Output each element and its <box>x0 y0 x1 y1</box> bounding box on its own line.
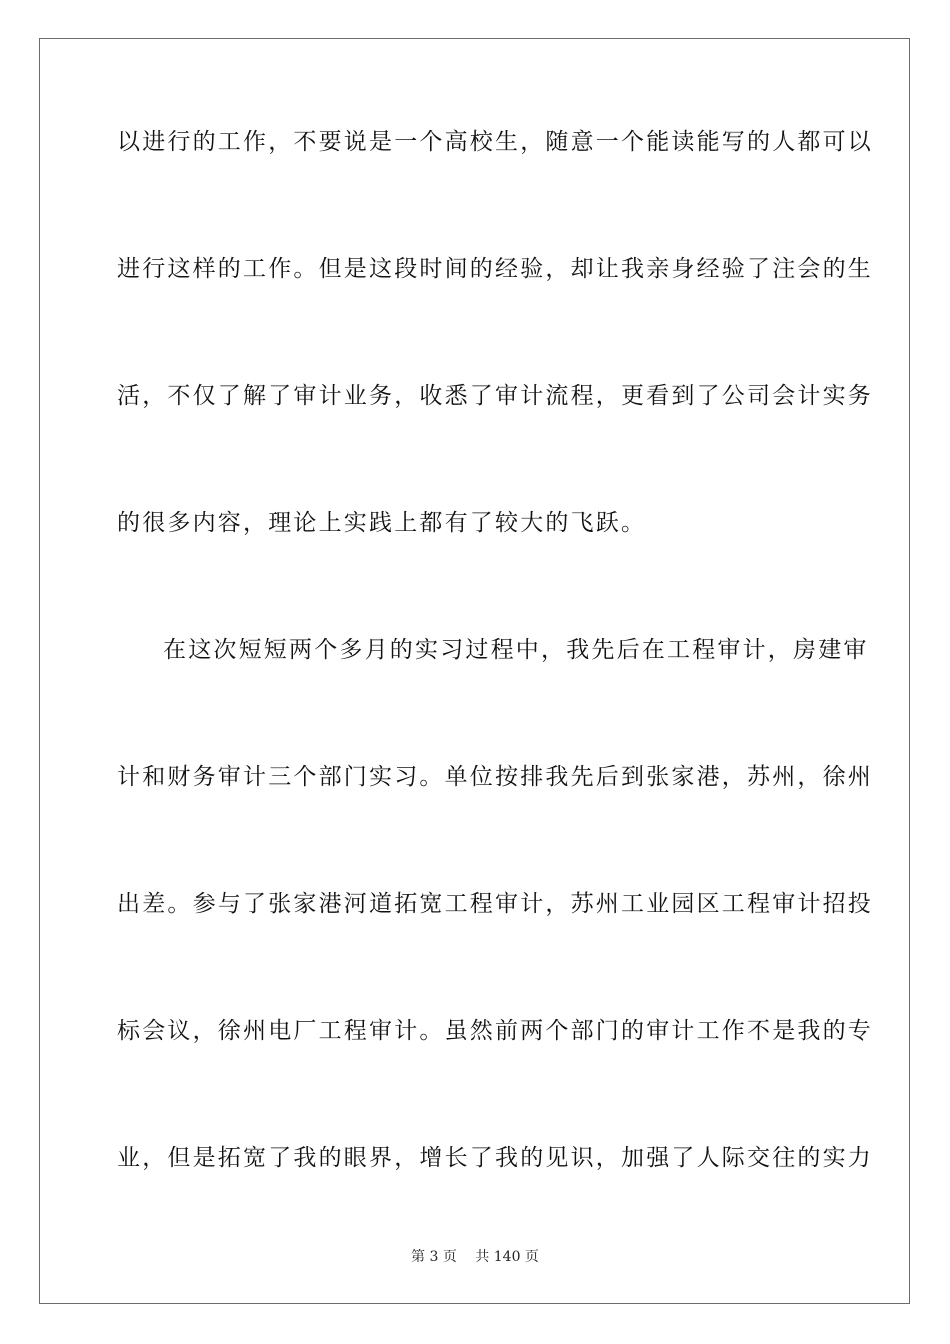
text-line: 进行这样的工作。但是这段时间的经验，却让我亲身经验了注会的生 <box>117 256 873 282</box>
text-line: 标会议，徐州电厂工程审计。虽然前两个部门的审计工作不是我的专 <box>117 1018 873 1044</box>
text-line: 出差。参与了张家港河道拓宽工程审计，苏州工业园区工程审计招投 <box>117 891 873 917</box>
text-line: 活，不仅了解了审计业务，收悉了审计流程，更看到了公司会计实务 <box>117 383 873 409</box>
page-number-footer: 第 3 页 共 140 页 <box>411 1249 539 1265</box>
text-line: 以进行的工作，不要说是一个高校生，随意一个能读能写的人都可以 <box>117 129 873 155</box>
page-border <box>39 38 910 1304</box>
text-line: 的很多内容，理论上实践上都有了较大的飞跃。 <box>117 510 647 536</box>
text-line: 业，但是拓宽了我的眼界，增长了我的见识，加强了人际交往的实力 <box>117 1145 873 1171</box>
text-line: 计和财务审计三个部门实习。单位按排我先后到张家港，苏州，徐州 <box>117 764 873 790</box>
paragraph-first-line: 在这次短短两个多月的实习过程中，我先后在工程审计，房建审 <box>163 637 869 663</box>
